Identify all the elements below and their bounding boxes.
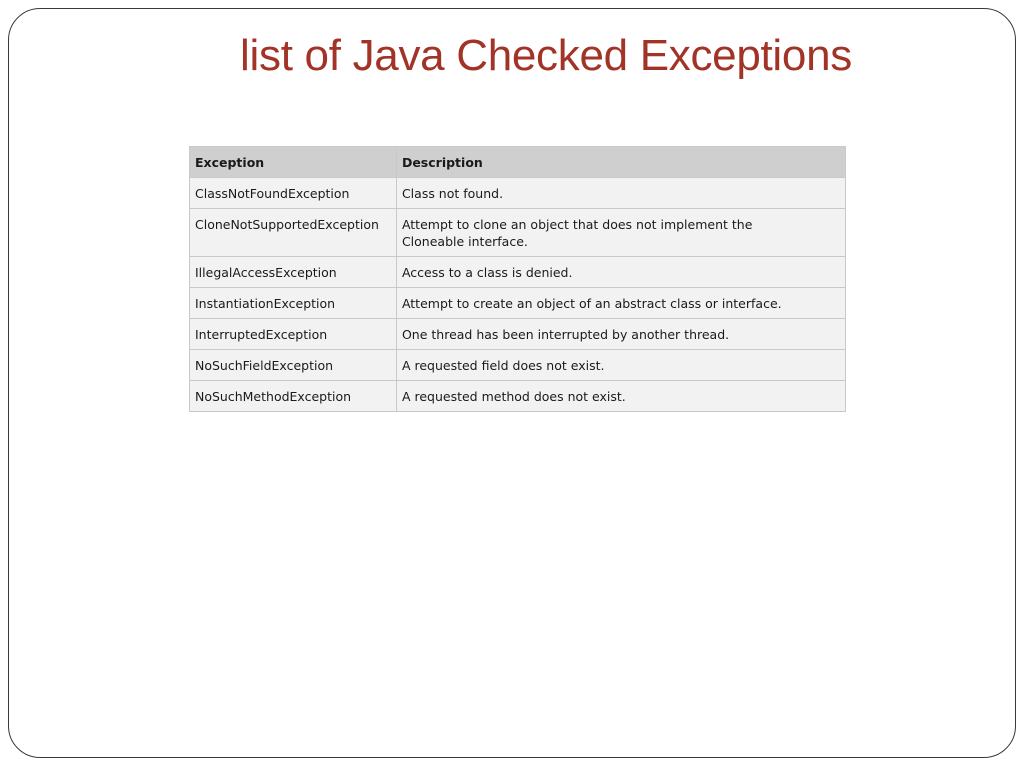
table-row xyxy=(190,288,846,319)
table-row xyxy=(190,209,846,257)
exceptions-table xyxy=(189,146,846,412)
exception-description: A requested field does not exist. xyxy=(396,350,845,381)
exception-name: ClassNotFoundException xyxy=(190,178,397,209)
exception-name: InstantiationException xyxy=(190,288,397,319)
table-row xyxy=(190,319,846,350)
table-row xyxy=(190,257,846,288)
exception-description: Class not found. xyxy=(396,178,845,209)
slide-frame xyxy=(8,8,1016,758)
exception-description: Attempt to clone an object that does not implement the Cloneable interface. xyxy=(396,209,845,257)
exception-name: IllegalAccessException xyxy=(190,257,397,288)
exception-description: Access to a class is denied. xyxy=(396,257,845,288)
exception-name: CloneNotSupportedException xyxy=(190,209,397,257)
exception-name: InterruptedException xyxy=(190,319,397,350)
table-row xyxy=(190,381,846,412)
exception-name: NoSuchFieldException xyxy=(190,350,397,381)
header-description: Description xyxy=(396,147,845,178)
exception-description: A requested method does not exist. xyxy=(396,381,845,412)
slide-title: list of Java Checked Exceptions xyxy=(240,31,852,80)
table-row xyxy=(190,350,846,381)
table-row xyxy=(190,178,846,209)
exception-name: NoSuchMethodException xyxy=(190,381,397,412)
exception-description: Attempt to create an object of an abstract class or interface. xyxy=(396,288,845,319)
table-header-row xyxy=(190,147,846,178)
exception-description: One thread has been interrupted by another thread. xyxy=(396,319,845,350)
header-exception: Exception xyxy=(190,147,397,178)
